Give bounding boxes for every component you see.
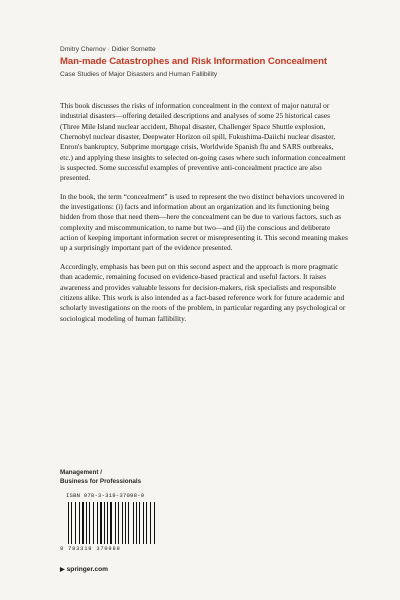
barcode-bar (143, 502, 144, 544)
barcode-bar (107, 502, 108, 544)
book-subtitle: Case Studies of Major Disasters and Human Fallibility (60, 71, 218, 78)
barcode-bar (118, 502, 119, 544)
isbn-label: ISBN 978-3-319-37098-9 (66, 492, 145, 499)
barcode-bars (68, 502, 152, 544)
blurb-paragraph-1: This book discusses the risks of information concealment in the context of major natural or industrial disasters—offering detailed descriptions and analyses of some 25 historical cases (Three Mile Island nuclear accident, Bhopal disaster, Challenger Space Shuttle explosion, Chernobyl nuclear disaster, Deepwater Horizon oil spill, Fukushima-Daiichi nuclear disaster, Enron's bankruptcy, Subprime mortgage crisis, Worldwide Spanish flu and SARS outbreaks, etc.) and applying these insights to selected on-going cases where such information concealment is suspected. Some successful examples of preventive anti-concealment practice are also presented. (60, 101, 346, 183)
barcode-bar (136, 502, 137, 544)
barcode-bar (154, 502, 155, 544)
barcode-bar (110, 502, 112, 544)
publisher-link-text: springer.com (66, 566, 109, 573)
barcode-bar (71, 502, 72, 544)
category-line-2: Business for Professionals (60, 478, 142, 485)
subject-category (60, 468, 141, 486)
barcode-bar (100, 502, 102, 544)
barcode-bar (128, 502, 129, 544)
barcode-bar (150, 502, 151, 544)
barcode-digits: 9 783319 370989 (60, 546, 121, 552)
book-title: Man-made Catastrophes and Risk Information Concealment (60, 56, 328, 67)
barcode-bar (82, 502, 84, 544)
barcode-bar (89, 502, 90, 544)
barcode-bar (133, 502, 134, 544)
barcode-bar (79, 502, 80, 544)
barcode-bar (93, 502, 94, 544)
barcode-bar (68, 502, 69, 544)
publisher-link[interactable] (60, 566, 108, 573)
blurb (60, 101, 348, 332)
blurb-paragraph-3: Accordingly, emphasis has been put on this second aspect and the approach is more pragmatic than academic, remaining focused on evidence-based practical and useful factors. It raises awareness and provides valuable lessons for decision-makers, risk specialists and responsible citizens alike. This work is also intended as a fact-based reference work for future academic and scholarly investigations on the roots of the problem, in particular regarding any psychological or sociological modeling of human fallibility. (60, 261, 346, 323)
barcode-bar (104, 502, 105, 544)
barcode-bar (75, 502, 76, 544)
barcode-bar (122, 502, 123, 544)
barcode-bar (139, 502, 140, 544)
category-line-1: Management / (60, 469, 102, 476)
barcode-bar (86, 502, 87, 544)
barcode-bar (146, 502, 147, 544)
barcode-bar (97, 502, 98, 544)
barcode-bar (115, 502, 116, 544)
authors: Dmitry Chernov · Didier Sornette (60, 46, 156, 53)
blurb-paragraph-2: In the book, the term “concealment” is used to represent the two distinct behaviors uncovered in the investigations: (i) facts and information about an organization and its functioning being hidden from those that need them—here the concealment can be due to various factors, such as complexity and miscommunication, to name but two—and (ii) the conscious and deliberate action of keeping important information secret or misrepresenting it. This second meaning makes up a surprisingly important part of the evidence presented. (60, 191, 348, 253)
arrow-right-icon: ▶ (60, 567, 65, 573)
isbn-barcode (60, 492, 152, 554)
barcode-bar (125, 502, 126, 544)
